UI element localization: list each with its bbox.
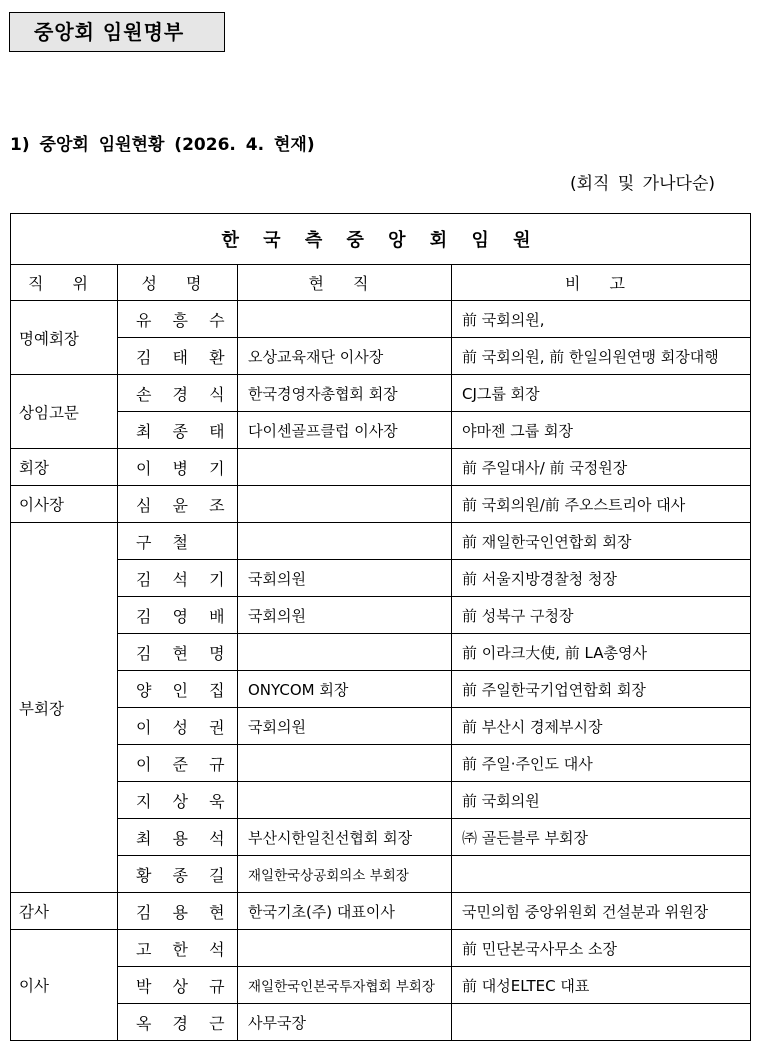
table-row — [11, 301, 751, 338]
name-cell: 구 철 — [118, 523, 238, 560]
name-cell: 김 현 명 — [118, 634, 238, 671]
remarks-cell: 前 국회의원, 前 한일의원연맹 회장대행 — [452, 338, 751, 375]
name-cell: 최 용 석 — [118, 819, 238, 856]
current-role-cell — [238, 449, 452, 486]
column-header-position: 직 위 — [11, 265, 118, 301]
remarks-cell: 前 재일한국인연합회 회장 — [452, 523, 751, 560]
remarks-cell: 前 성북구 구청장 — [452, 597, 751, 634]
current-role-cell — [238, 930, 452, 967]
remarks-cell: 前 주일대사/ 前 국정원장 — [452, 449, 751, 486]
position-cell: 이사장 — [11, 486, 118, 523]
current-role-cell — [238, 301, 452, 338]
page-title: 중앙회 임원명부 — [9, 12, 225, 52]
table-row — [11, 930, 751, 967]
table-row — [11, 671, 751, 708]
current-role-cell: 사무국장 — [238, 1004, 452, 1041]
remarks-cell: 前 국회의원/前 주오스트리아 대사 — [452, 486, 751, 523]
remarks-cell — [452, 856, 751, 893]
table-row — [11, 375, 751, 412]
name-cell: 양 인 집 — [118, 671, 238, 708]
table-row — [11, 597, 751, 634]
name-cell: 이 준 규 — [118, 745, 238, 782]
column-header-current-role: 현 직 — [238, 265, 452, 301]
table-row — [11, 708, 751, 745]
name-cell: 김 용 현 — [118, 893, 238, 930]
position-cell: 부회장 — [11, 523, 118, 893]
table-row — [11, 338, 751, 375]
table-row — [11, 560, 751, 597]
table-row — [11, 856, 751, 893]
remarks-cell: 前 이라크大使, 前 LA총영사 — [452, 634, 751, 671]
position-cell: 상임고문 — [11, 375, 118, 449]
section-heading: 1) 중앙회 임원현황 (2026. 4. 현재) — [10, 135, 315, 155]
position-cell: 회장 — [11, 449, 118, 486]
table-caption: 한 국 측 중 앙 회 임 원 — [11, 214, 751, 265]
current-role-cell: ONYCOM 회장 — [238, 671, 452, 708]
current-role-cell — [238, 486, 452, 523]
name-cell: 이 병 기 — [118, 449, 238, 486]
table-row — [11, 967, 751, 1004]
current-role-cell — [238, 523, 452, 560]
name-cell: 이 성 권 — [118, 708, 238, 745]
name-cell: 심 윤 조 — [118, 486, 238, 523]
table-row — [11, 1004, 751, 1041]
name-cell: 김 영 배 — [118, 597, 238, 634]
table-row — [11, 523, 751, 560]
remarks-cell: 前 주일·주인도 대사 — [452, 745, 751, 782]
table-row — [11, 782, 751, 819]
current-role-cell: 부산시한일친선협회 회장 — [238, 819, 452, 856]
current-role-cell: 국회의원 — [238, 560, 452, 597]
current-role-cell — [238, 782, 452, 819]
remarks-cell: 前 국회의원 — [452, 782, 751, 819]
current-role-cell — [238, 634, 452, 671]
remarks-cell: ㈜ 골든블루 부회장 — [452, 819, 751, 856]
table-row — [11, 449, 751, 486]
position-cell: 이사 — [11, 930, 118, 1041]
remarks-cell — [452, 1004, 751, 1041]
name-cell: 고 한 석 — [118, 930, 238, 967]
remarks-cell: 국민의힘 중앙위원회 건설분과 위원장 — [452, 893, 751, 930]
column-header-remarks: 비 고 — [452, 265, 751, 301]
remarks-cell: 前 국회의원, — [452, 301, 751, 338]
current-role-cell: 국회의원 — [238, 597, 452, 634]
remarks-cell: 前 주일한국기업연합회 회장 — [452, 671, 751, 708]
name-cell: 황 종 길 — [118, 856, 238, 893]
remarks-cell: 前 민단본국사무소 소장 — [452, 930, 751, 967]
remarks-cell: 야마젠 그룹 회장 — [452, 412, 751, 449]
name-cell: 옥 경 근 — [118, 1004, 238, 1041]
table-row — [11, 412, 751, 449]
current-role-cell: 오상교육재단 이사장 — [238, 338, 452, 375]
current-role-cell: 국회의원 — [238, 708, 452, 745]
position-cell: 감사 — [11, 893, 118, 930]
current-role-cell: 한국경영자총협회 회장 — [238, 375, 452, 412]
table-row — [11, 486, 751, 523]
table-row — [11, 634, 751, 671]
table-row — [11, 819, 751, 856]
remarks-cell: 前 부산시 경제부시장 — [452, 708, 751, 745]
current-role-cell: 재일한국인본국투자협회 부회장 — [238, 967, 452, 1004]
table-row — [11, 893, 751, 930]
remarks-cell: 前 서울지방경찰청 청장 — [452, 560, 751, 597]
name-cell: 손 경 식 — [118, 375, 238, 412]
current-role-cell: 다이센골프클럽 이사장 — [238, 412, 452, 449]
name-cell: 박 상 규 — [118, 967, 238, 1004]
roster-body — [11, 301, 751, 1041]
officer-roster-table — [10, 213, 751, 1041]
position-cell: 명예회장 — [11, 301, 118, 375]
order-note: (회직 및 가나다순) — [569, 174, 715, 194]
remarks-cell: 前 대성ELTEC 대표 — [452, 967, 751, 1004]
name-cell: 지 상 욱 — [118, 782, 238, 819]
current-role-cell — [238, 745, 452, 782]
current-role-cell: 한국기초(주) 대표이사 — [238, 893, 452, 930]
name-cell: 김 태 환 — [118, 338, 238, 375]
name-cell: 유 흥 수 — [118, 301, 238, 338]
name-cell: 김 석 기 — [118, 560, 238, 597]
column-header-name: 성 명 — [118, 265, 238, 301]
table-row — [11, 745, 751, 782]
current-role-cell: 재일한국상공회의소 부회장 — [238, 856, 452, 893]
name-cell: 최 종 태 — [118, 412, 238, 449]
remarks-cell: CJ그룹 회장 — [452, 375, 751, 412]
